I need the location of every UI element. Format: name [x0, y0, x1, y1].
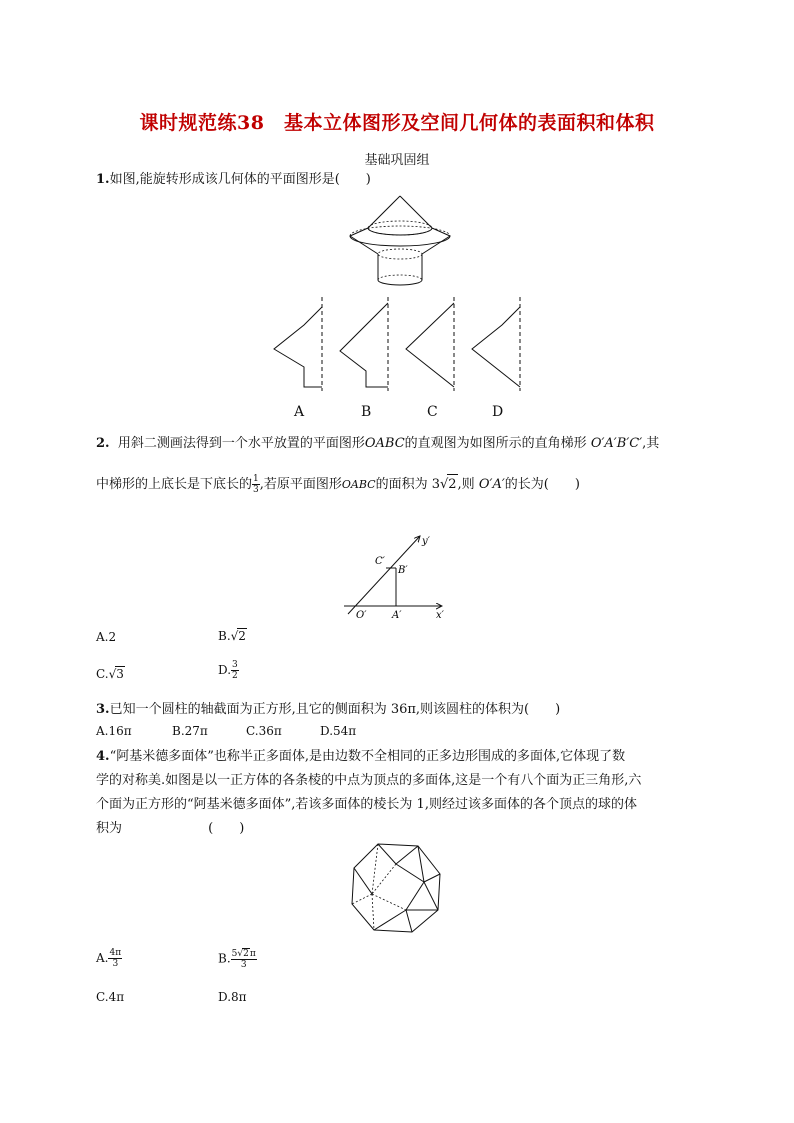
option-label-d: D — [492, 404, 504, 420]
question-text: 已知一个圆柱的轴截面为正方形,且它的侧面积为 36π,则该圆柱的体积为( ) — [109, 702, 561, 717]
point-b-label: B′ — [398, 565, 408, 576]
page-title: 课时规范练38 基本立体图形及空间几何体的表面积和体积 — [139, 112, 655, 134]
q3-option-b[interactable]: B.27π — [172, 724, 208, 738]
option-label: A. — [96, 951, 109, 965]
fraction — [108, 948, 122, 969]
question-4-line2: 学的对称美.如图是以一正方体的各条棱的中点为顶点的多面体,这是一个有八个面为正三角形,六 — [96, 773, 642, 788]
q4-option-b[interactable] — [218, 948, 257, 970]
question-4-line4 — [96, 819, 244, 839]
rotation-options-figure — [266, 295, 536, 395]
q2-option-c[interactable]: C.√3 — [96, 667, 124, 681]
numerator: 5√2π — [231, 949, 256, 959]
fraction — [231, 948, 257, 970]
point-o-label: O′ — [356, 610, 367, 620]
y-axis-label: y′ — [422, 536, 430, 547]
trapezoid-figure — [338, 530, 458, 620]
numerator: 4π — [109, 948, 122, 958]
option-label: C. — [96, 667, 109, 681]
question-text: ,则 — [457, 477, 475, 492]
point-c-label: C′ — [375, 556, 385, 567]
question-text: 中梯形的上底长是下底长的 — [96, 477, 253, 492]
sqrt-value: 2 — [243, 949, 249, 959]
q3-option-c[interactable]: C.36π — [246, 724, 282, 738]
q3-option-a[interactable]: A.16π — [96, 724, 132, 738]
question-text: ,若原平面图形 — [259, 477, 342, 492]
question-text: “阿基米德多面体”也称半正多面体,是由边数不全相同的正多边形围成的多面体,它体现了数 — [109, 749, 626, 764]
question-3 — [96, 700, 560, 720]
question-number: 1. — [96, 172, 110, 187]
question-4 — [96, 747, 625, 767]
denominator: 3 — [240, 960, 247, 970]
option-label-b: B — [361, 404, 372, 420]
option-label: B. — [218, 951, 231, 966]
question-number: 4. — [96, 749, 110, 764]
question-text: 积为 — [96, 821, 123, 836]
denominator: 2 — [232, 671, 238, 681]
question-4-line3: 个面为正方形的“阿基米德多面体”,若该多面体的棱长为 1,则经过该多面体的各个顶点的球的体 — [96, 797, 637, 812]
option-label-c: C — [427, 404, 438, 420]
point-a-label: A′ — [392, 610, 402, 620]
question-2-line2: 中梯形的上底长是下底长的 $\frac{1}{3}$ ,若原平面图形OABC的面积为 3√2,则 O′A′的长为( ) — [96, 474, 580, 495]
denominator: 3 — [253, 485, 259, 495]
q2-option-d[interactable] — [218, 660, 239, 681]
question-text: 的面积为 3 — [375, 477, 440, 492]
fraction — [252, 474, 260, 495]
figure-name: OABC — [341, 478, 376, 491]
q4-option-a[interactable] — [96, 948, 122, 969]
numerator-coef: 5 — [231, 949, 238, 959]
question-text: 的长为( ) — [504, 477, 580, 492]
q2-option-b[interactable]: B.√2 — [218, 629, 246, 643]
numerator-pi: π — [249, 949, 256, 959]
question-number: 3. — [96, 702, 110, 717]
numerator: 3 — [232, 660, 238, 670]
fraction — [231, 660, 239, 681]
q4-option-d[interactable]: D.8π — [218, 990, 247, 1004]
denominator: 3 — [112, 959, 119, 969]
question-text: ,其 — [642, 436, 660, 451]
answer-paren: ( ) — [208, 821, 245, 836]
option-label-a: A — [294, 404, 305, 420]
trapezoid-name: O′A′B′C′ — [590, 436, 643, 451]
segment-name: O′A′ — [478, 477, 505, 492]
rotation-solid-figure — [340, 192, 460, 292]
sqrt-value: 2 — [447, 474, 457, 495]
question-2 — [96, 434, 659, 454]
option-label: B. — [218, 629, 231, 643]
q3-option-d[interactable]: D.54π — [320, 724, 357, 738]
figure-name: OABC — [364, 436, 405, 451]
archimedean-polyhedron-figure — [346, 838, 446, 938]
sqrt-value: 3 — [116, 667, 124, 681]
section-subtitle: 基础巩固组 — [364, 153, 430, 168]
option-label: D. — [218, 663, 232, 677]
question-text: 的直观图为如图所示的直角梯形 — [404, 436, 587, 451]
q4-option-c[interactable]: C.4π — [96, 990, 125, 1004]
question-text: 如图,能旋转形成该几何体的平面图形是( ) — [109, 172, 371, 187]
numerator: 1 — [253, 474, 259, 484]
question-number: 2. — [96, 436, 110, 451]
question-1 — [96, 170, 371, 190]
question-text: 用斜二测画法得到一个水平放置的平面图形 — [117, 436, 365, 451]
q2-option-a[interactable]: A.2 — [96, 630, 117, 644]
sqrt-value: 2 — [238, 629, 246, 643]
x-axis-label: x′ — [436, 610, 444, 620]
